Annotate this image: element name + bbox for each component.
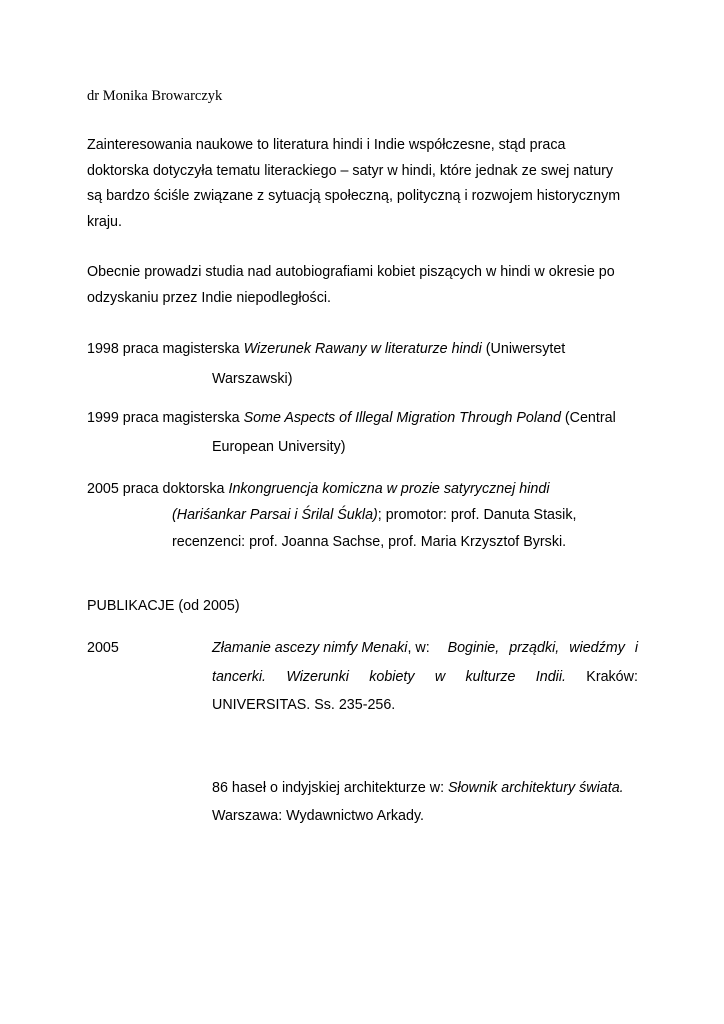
- degree-2005-prefix: 2005 praca doktorska: [87, 481, 229, 497]
- intro-line-2: doktorska dotyczyła tematu literackiego – satyr w hindi, które jednak ze swej natury: [87, 163, 614, 179]
- degree-1998-cont: Warszawski): [212, 371, 293, 387]
- degree-1999: [87, 409, 616, 427]
- publication-1-w: , w:: [407, 640, 430, 656]
- degree-2005: [87, 480, 550, 498]
- degree-1998-prefix: 1998 praca magisterska: [87, 341, 244, 357]
- publication-1-word-5: kulturze: [465, 669, 516, 685]
- degree-1998-suffix: (Uniwersytet: [481, 341, 566, 357]
- author-name: dr Monika Browarczyk: [87, 88, 223, 104]
- degree-1999-prefix: 1999 praca magisterska: [87, 410, 244, 426]
- publication-1-word-3: kobiety: [369, 669, 415, 685]
- publication-1-word-4: w: [434, 669, 446, 685]
- publication-1-book: Boginie, prządki, wiedźmy i: [447, 640, 638, 656]
- publication-2-line-1: [212, 779, 624, 797]
- publication-2-line-2: Warszawa: Wydawnictwo Arkady.: [212, 808, 425, 824]
- degree-1999-cont: European University): [212, 439, 346, 455]
- degree-1998: [87, 340, 565, 358]
- intro-line-1: Zainteresowania naukowe to literatura hindi i Indie współczesne, stąd praca: [87, 137, 566, 153]
- publication-1-title: Złamanie ascezy nimfy Menaki: [212, 640, 408, 656]
- degree-2005-cont-2: recenzenci: prof. Joanna Sachse, prof. Maria Krzysztof Byrski.: [172, 534, 567, 550]
- publication-1-line-3: UNIVERSITAS. Ss. 235-256.: [212, 697, 396, 713]
- degree-1998-title: Wizerunek Rawany w literaturze hindi: [243, 341, 482, 357]
- publication-2-prefix: 86 haseł o indyjskiej architekturze w:: [212, 780, 449, 796]
- publication-1-line-2: [212, 668, 638, 686]
- publication-1-line-1: [212, 639, 638, 657]
- degree-2005-promotor: ; promotor: prof. Danuta Stasik,: [377, 507, 577, 523]
- degree-1999-suffix: (Central: [560, 410, 616, 426]
- intro-line-4: kraju.: [87, 214, 122, 230]
- publication-2-title: Słownik architektury świata.: [448, 780, 624, 796]
- publication-1-city: Kraków:: [586, 669, 638, 685]
- degree-1999-title: Some Aspects of Illegal Migration Through Poland: [243, 410, 561, 426]
- publications-heading: PUBLIKACJE (od 2005): [87, 598, 240, 614]
- publication-1-word-6: Indii.: [535, 669, 566, 685]
- intro-line-3: są bardzo ściśle związane z sytuacją społeczną, polityczną i rozwojem historycznym: [87, 188, 621, 204]
- publication-1-word-2: Wizerunki: [286, 669, 349, 685]
- publication-year: 2005: [87, 640, 119, 656]
- current-line-1: Obecnie prowadzi studia nad autobiografiami kobiet piszących w hindi w okresie po: [87, 264, 615, 280]
- publication-1-word-1: tancerki.: [212, 669, 267, 685]
- degree-2005-title-cont: (Hariśankar Parsai i Śrilal Śukla): [172, 507, 378, 523]
- current-line-2: odzyskaniu przez Indie niepodległości.: [87, 290, 331, 306]
- degree-2005-title: Inkongruencja komiczna w prozie satyrycznej hindi: [228, 481, 550, 497]
- degree-2005-cont-1: [172, 506, 576, 524]
